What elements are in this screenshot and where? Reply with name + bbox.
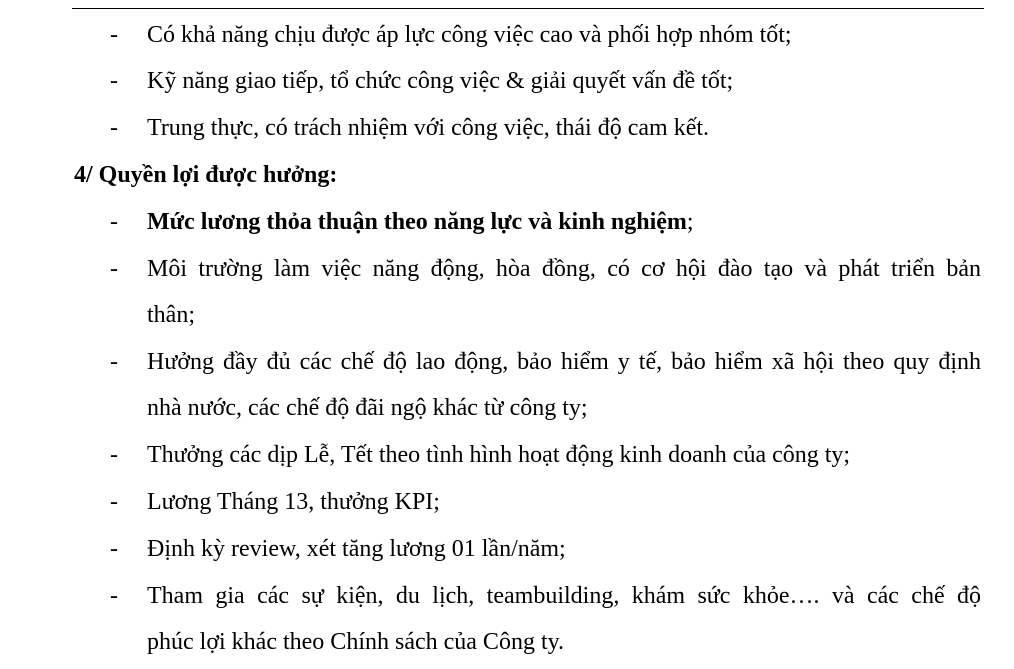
bullet-dash: - [110,209,118,235]
bullet-dash: - [110,442,118,468]
bullet-dash: - [110,22,118,48]
bullet-dash: - [110,115,118,141]
bullet-dash: - [110,583,118,609]
benefits-heading: 4/ Quyền lợi được hưởng: [74,162,338,188]
benefit-item-insurance-line1: Hưởng đầy đủ các chế độ lao động, bảo hiểm y tế, bảo hiểm xã hội theo quy định [147,349,981,375]
benefit-item-events-line2: phúc lợi khác theo Chính sách của Công ty. [147,629,565,655]
skills-item-pressure: Có khả năng chịu được áp lực công việc cao và phối hợp nhóm tốt; [147,22,792,48]
skills-item-communication: Kỹ năng giao tiếp, tổ chức công việc & giải quyết vấn đề tốt; [147,68,734,94]
bullet-dash: - [110,489,118,515]
benefit-item-events-line1: Tham gia các sự kiện, du lịch, teambuilding, khám sức khỏe…. và các chế độ [147,583,981,609]
benefit-item-insurance-line2: nhà nước, các chế độ đãi ngộ khác từ công ty; [147,395,588,421]
skills-item-honesty: Trung thực, có trách nhiệm với công việc, thái độ cam kết. [147,115,710,141]
benefit-item-13th-month: Lương Tháng 13, thưởng KPI; [147,489,440,515]
benefit-item-holiday-bonus: Thưởng các dịp Lễ, Tết theo tình hình hoạt động kinh doanh của công ty; [147,442,851,468]
bullet-dash: - [110,349,118,375]
bullet-dash: - [110,536,118,562]
top-divider [72,8,984,9]
bullet-dash: - [110,256,118,282]
benefit-salary-bold: Mức lương thỏa thuận theo năng lực và kinh nghiệm [147,209,687,235]
benefit-item-review: Định kỳ review, xét tăng lương 01 lần/năm; [147,536,566,562]
benefit-item-environment-line1: Môi trường làm việc năng động, hòa đồng, có cơ hội đào tạo và phát triển bản [147,256,981,282]
benefit-item-environment-line2: thân; [147,302,195,328]
benefit-item-salary [147,208,694,236]
benefit-salary-tail: ; [686,209,694,235]
bullet-dash: - [110,68,118,94]
